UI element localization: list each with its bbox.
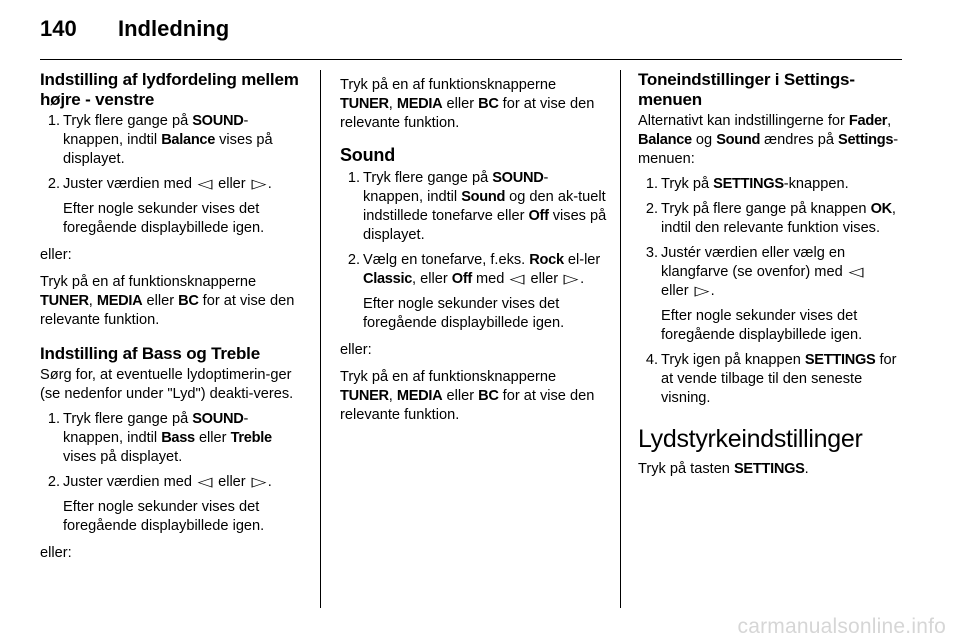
list-number: 1. — [347, 170, 360, 186]
list-item: 2. Vælg en tonefarve, f.eks. Rock el-ler Classic, eller Off med ◁ eller ▷ . Efter nogle sekunder vises det foregående displaybillede igen. — [340, 251, 608, 333]
sound-steps — [340, 169, 608, 333]
list-number: 1. — [47, 113, 60, 129]
step-note: Efter nogle sekunder vises det foregående displaybillede igen. — [63, 499, 265, 534]
header-rule — [40, 59, 902, 60]
section-heading-sound: Sound — [340, 145, 395, 165]
section-heading-balance: Indstilling af lydfordeling mellem højre - venstre — [40, 70, 299, 109]
list-number: 1. — [645, 176, 658, 192]
list-item: 3. Justér værdien eller vælg en klangfarve (se ovenfor) med ◁ eller ▷ . Efter nogle sekunder vises det foregående displaybillede igen. — [638, 244, 910, 345]
bass-treble-steps — [40, 410, 308, 536]
page-heading: Indledning — [118, 16, 230, 41]
list-number: 1. — [47, 411, 60, 427]
list-number: 2. — [47, 176, 60, 192]
paragraph: Tryk på en af funktionsknapperne TUNER, MEDIA eller BC for at vise den relevante funktion. — [340, 369, 595, 423]
list-item: 4. Tryk igen på knappen SETTINGS for at vende tilbage til den seneste visning. — [638, 351, 910, 408]
list-item: 1. Tryk på SETTINGS-knappen. — [638, 175, 910, 194]
list-item: 1. Tryk flere gange på SOUND-knappen, indtil Balance vises på displayet. — [40, 112, 308, 169]
list-number: 2. — [347, 252, 360, 268]
list-number: 4. — [645, 352, 658, 368]
column-2 — [340, 76, 608, 433]
list-item: 2. Juster værdien med ◁ eller ▷ . Efter nogle sekunder vises det foregående displaybillede igen. — [40, 175, 308, 238]
paragraph: Tryk på en af funktionsknapperne TUNER, MEDIA eller BC for at vise den relevante funktion. — [340, 77, 595, 131]
list-item: 2. Tryk på flere gange på knappen OK, indtil den relevante funktion vises. — [638, 200, 910, 238]
arrow-left-icon: ◁ — [197, 177, 213, 192]
eller-text: eller: — [340, 342, 372, 358]
step-note: Efter nogle sekunder vises det foregående displaybillede igen. — [63, 201, 265, 236]
arrow-right-icon: ▷ — [251, 177, 267, 192]
section-heading-settings: Toneindstillinger i Settings-menuen — [638, 70, 855, 109]
section-heading-bass-treble: Indstilling af Bass og Treble — [40, 344, 260, 363]
step-note: Efter nogle sekunder vises det foregående displaybillede igen. — [363, 296, 565, 331]
eller-text: eller: — [40, 247, 72, 263]
column-1 — [40, 70, 308, 571]
eller-text: eller: — [40, 545, 72, 561]
balance-steps — [40, 112, 308, 238]
list-item: 2. Juster værdien med ◁ eller ▷ . Efter nogle sekunder vises det foregående displaybillede igen. — [40, 473, 308, 536]
list-item: 1. Tryk flere gange på SOUND-knappen, indtil Sound og den ak-tuelt indstillede tonefarve eller Off vises på displayet. — [340, 169, 608, 245]
watermark: carmanualsonline.info — [737, 615, 946, 638]
arrow-right-icon: ▷ — [251, 475, 267, 490]
column-3 — [638, 70, 910, 487]
step-note: Efter nogle sekunder vises det foregående displaybillede igen. — [661, 308, 863, 343]
arrow-left-icon: ◁ — [848, 265, 864, 280]
column-divider-1 — [320, 70, 321, 608]
arrow-right-icon: ▷ — [694, 284, 710, 299]
paragraph: Tryk på en af funktionsknapperne TUNER, MEDIA eller BC for at vise den relevante funktion. — [40, 274, 295, 328]
column-divider-2 — [620, 70, 621, 608]
page-number: 140 — [40, 16, 77, 41]
paragraph: Sørg for, at eventuelle lydoptimerin-ger (se nedenfor under "Lyd") deakti-veres. — [40, 367, 294, 402]
paragraph: Alternativt kan indstillingerne for Fader, Balance og Sound ændres på Settings-menuen: — [638, 113, 899, 167]
arrow-right-icon: ▷ — [563, 272, 579, 287]
settings-steps — [638, 175, 910, 408]
list-item: 1. Tryk flere gange på SOUND-knappen, indtil Bass eller Treble vises på displayet. — [40, 410, 308, 467]
list-number: 2. — [47, 474, 60, 490]
list-number: 3. — [645, 245, 658, 261]
arrow-left-icon: ◁ — [197, 475, 213, 490]
paragraph: Tryk på tasten SETTINGS. — [638, 461, 809, 477]
section-heading-volume: Lydstyrkeindstillinger — [638, 425, 863, 453]
list-number: 2. — [645, 201, 658, 217]
arrow-left-icon: ◁ — [509, 272, 525, 287]
